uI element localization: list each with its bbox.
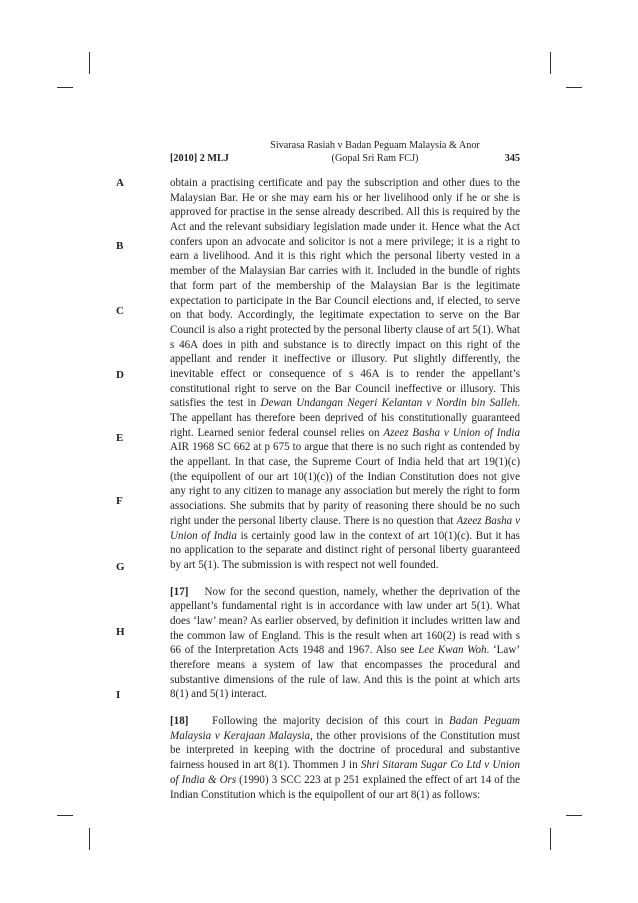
segment: Now for the second question, namely, whether the deprivation of the appellant’s fundamental right is in accordance with law under art 5(1). What does ‘law’ mean? As earlier observed, by definition it includes written law and the common law of England. This is the result when art 160(2) is read with s 66 of the Interpretation Acts 1948 and 1967. Also see	[170, 585, 520, 657]
case-citation: Shri Sitaram Sugar Co Ltd v Union of India & Ors	[170, 759, 520, 786]
segment: (1990) 3 SCC 223 at p 251 explained the effect of art 14 of the Indian Constitution which is the equipollent of our art 8(1) as follows:	[170, 773, 520, 801]
segment: obtain a practising certificate and pay the subscription and other dues to the Malaysian Bar. He or she may earn his or her livelihood only if he or she is approved for practise in the sense already described. All this is required by the Act and the relevant subsidiary legislation made under it. Hence what the Act confers upon an advocate and solicitor is not a mere privilege; it is a right to earn a livelihood. And it is this right which the personal liberty vested in a member of the Malaysian Bar carries with it. Included in the bundle of rights that form part of the membership of the Malaysian Bar is the legitimate expectation to participate in the Bar Council elections and, if elected, to serve on that body. Accordingly, the legitimate expectation to serve on the Bar Council is also a right protected by the personal liberty clause of art 5(1). What s 46A does in pith and substance is to directly impact on this right of the appellant and render it ineffective or illusory. Put slightly differently, the inevitable effect or consequence of s 46A is to render the appellant’s constitutional right to serve on the Bar Council ineffective or illusory. This satisfies the test in	[170, 177, 520, 410]
segment: . The appellant has therefore been deprived of his constitutionally guaranteed right. Learned senior federal counsel relies on	[170, 397, 520, 439]
margin-letter-b: B	[116, 240, 124, 252]
paragraph-number: [18]	[170, 715, 189, 728]
paragraph-number: [17]	[170, 585, 189, 598]
margin-letter-e: E	[116, 432, 124, 444]
header-case-title: Sivarasa Rasiah v Badan Peguam Malaysia & Anor	[270, 140, 480, 151]
case-citation: Lee Kwan Woh	[418, 644, 487, 657]
margin-letter-c: C	[116, 305, 124, 317]
segment: is certainly good law in the context of art 10(1)(c). But it has no application to the separate and distinct right of personal liberty guaranteed by art 5(1). The submission is with respect not well founded.	[170, 529, 520, 571]
crop-mark	[566, 87, 582, 88]
case-citation: Azeez Basha v Union of India	[170, 514, 521, 542]
crop-mark	[57, 815, 73, 816]
margin-letter-d: D	[116, 369, 124, 381]
paragraph-continuation	[170, 176, 520, 573]
header-judge: (Gopal Sri Ram FCJ)	[331, 153, 419, 164]
case-citation: Dewan Undangan Negeri Kelantan v Nordin bin Salleh	[260, 397, 518, 410]
margin-letter-f: F	[116, 495, 123, 507]
margin-letter-h: H	[116, 626, 125, 638]
margin-letter-i: I	[116, 689, 121, 701]
header-page-number: 345	[504, 153, 520, 164]
segment: . ‘Law’ therefore means a system of law that encompasses the procedural and substantive dimensions of the rule of law. And this is the point at which arts 8(1) and 5(1) interact.	[170, 644, 520, 701]
case-citation: Badan Peguam Malaysia v Kerajaan Malaysia	[170, 715, 520, 742]
crop-mark	[89, 52, 90, 74]
segment: AIR 1968 SC 662 at p 675 to argue that there is no such right as contended by the appellant. In that case, the Supreme Court of India held that art 19(1)(c) (the equipollent of our art 10(1)(c)) of the Indian Constitution does not give any right to any citizen to manage any association but merely the right to form associations. She submits that by parity of reasoning there should be no such right under the personal liberty clause. There is no question that	[170, 441, 520, 527]
margin-letter-a: A	[116, 177, 124, 189]
crop-mark	[89, 828, 90, 850]
margin-letter-g: G	[116, 561, 125, 573]
case-citation: Azeez Basha v Union of India	[383, 426, 520, 439]
segment: Following the majority decision of this court in	[212, 715, 450, 728]
crop-mark	[57, 87, 73, 88]
header-citation: [2010] 2 MLJ	[170, 153, 229, 164]
paragraph-17	[170, 585, 520, 703]
crop-mark	[550, 828, 551, 850]
paragraph-18	[170, 714, 520, 802]
segment: , the other provisions of the Constitution must be interpreted in keeping with the doctrine of procedural and substantive fairness housed in art 8(1). Thommen J in	[170, 729, 520, 772]
judgment-body	[170, 176, 520, 802]
crop-mark	[566, 815, 582, 816]
crop-mark	[550, 52, 551, 74]
